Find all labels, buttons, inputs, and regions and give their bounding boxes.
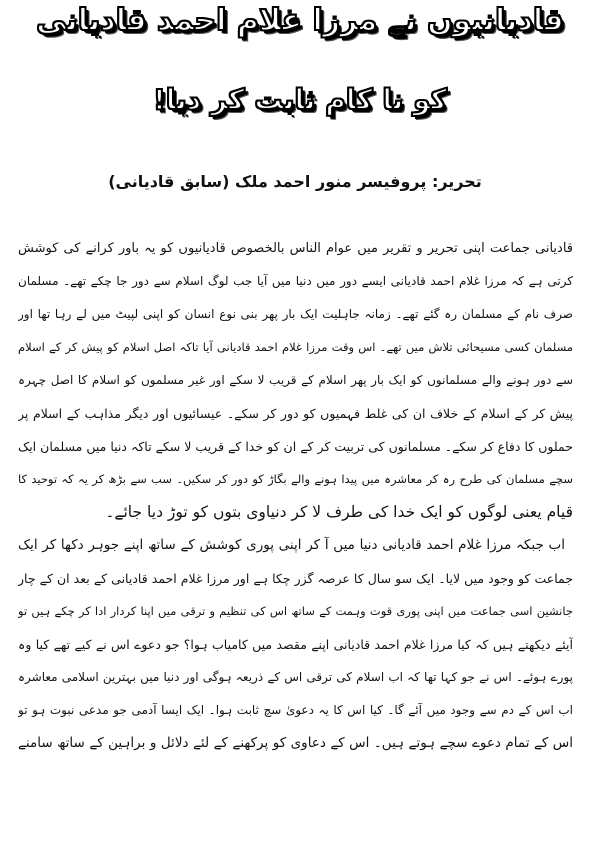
body-line: سے دور ہونے والے مسلمانوں کو ایک بار پھر اسلام کے قریب لا سکے اور غیر مسلموں کو اسلام کا اصل چہرہ bbox=[18, 373, 573, 387]
byline: تحریر: پروفیسر منور احمد ملک (سابق قادیانی) bbox=[108, 172, 482, 191]
body-line: اس کے تمام دعوے سچے ہوتے ہیں۔ اس کے دعاوی کو پرکھنے کے لئے دلائل و براہین کے ساتھ سامنے bbox=[18, 735, 573, 751]
body-line: حملوں کا دفاع کر سکے۔ مسلمانوں کی تربیت کر کے ان کو خدا کے قریب لا سکے تاکہ دنیا میں مسلمان ایک bbox=[18, 439, 573, 454]
body-line: کرتی ہے کہ مرزا غلام احمد قادیانی ایسے دور میں دنیا میں آیا جب لوگ اسلام سے دور جا چکے تھے۔ مسلمان bbox=[18, 274, 573, 288]
body-line: اب اس کے دم سے وجود میں آئے گا۔ کیا اس کا یہ دعویٰ سچ ثابت ہوا۔ ایک ایسا آدمی جو مدعی نبوت ہو تو bbox=[18, 703, 573, 717]
headline-line-2: کو نا کام ثابت کر دیا! bbox=[153, 83, 447, 116]
headline-line-1: قادیانیوں نے مرزا غلام احمد قادیانی bbox=[36, 3, 564, 38]
body-line: جانشین اسی جماعت میں اپنی پوری قوت وہمت کے ساتھ اس کی تنظیم و ترقی میں اپنا کردار ادا کر چکے ہیں تو bbox=[18, 604, 573, 618]
body-line: جماعت کو وجود میں لایا۔ ایک سو سال کا عرصہ گزر چکا ہے اور مرزا غلام احمد قادیانی کے بعد ان کے چار bbox=[18, 571, 573, 586]
body-line: مسلمان کسی مسیحائی تلاش میں تھے۔ اس وقت مرزا غلام احمد قادیانی آیا تاکہ اصل اسلام کو پیش کر کے اسلام bbox=[18, 340, 573, 354]
body-line: پیش کر کے اسلام کے خلاف ان کی غلط فہمیوں کو دور کر سکے۔ عیسائیوں اور دیگر مذاہب کے اسلام پر bbox=[18, 406, 573, 421]
body-line: آیئے دیکھتے ہیں کہ کیا مرزا غلام احمد قادیانی اپنے مقصد میں کامیاب ہوا؟ جو دعوے اس نے کیے تھے کیا وہ bbox=[18, 637, 573, 652]
title-block bbox=[0, 0, 590, 150]
body-line: پورے ہوئے۔ اس نے جو کہا تھا کہ اب اسلام کی ترقی اس کے ذریعہ ہوگی اور دنیا میں بہترین اسلامی معاشرہ bbox=[18, 670, 573, 684]
body-line: قادیانی جماعت اپنی تحریر و تقریر میں عوام الناس بالخصوص قادیانیوں کو یہ باور کرانے کی کوشش bbox=[18, 241, 573, 256]
body-line: سچے مسلمان کی طرح رہ کر معاشرہ میں پیدا ہونے والے بگاڑ کو دور کر سکیں۔ سب سے بڑھ کر یہ کہ توحید کا bbox=[18, 472, 573, 486]
body-line: قیام یعنی لوگوں کو ایک خدا کی طرف لا کر دنیاوی بتوں کو توڑ دیا جائے۔ bbox=[105, 503, 573, 521]
article-body bbox=[18, 232, 573, 760]
body-line: صرف نام کے مسلمان رہ گئے تھے۔ زمانہ جاہلیت ایک بار پھر بنی نوع انسان کو اپنی لپیٹ میں لے رہا تھا اور bbox=[18, 307, 573, 321]
body-line: اب جبکہ مرزا غلام احمد قادیانی دنیا میں آ کر اپنی پوری کوشش کے ساتھ اپنے جوہر دکھا کر ایک bbox=[18, 537, 565, 553]
